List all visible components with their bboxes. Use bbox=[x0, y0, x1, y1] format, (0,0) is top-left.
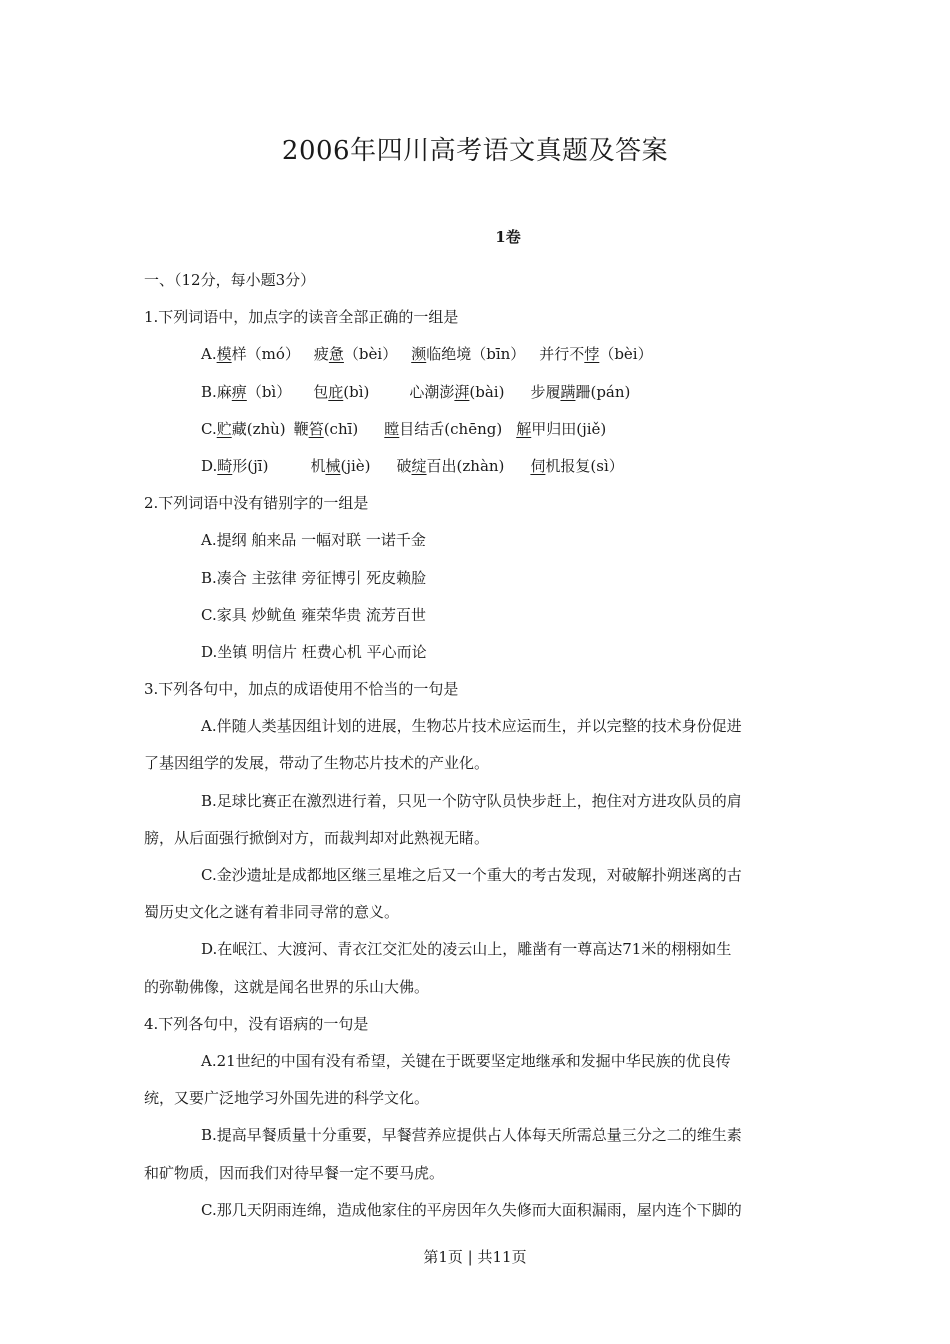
question-2-stem: 2.下列词语中没有错别字的一组是 bbox=[144, 494, 369, 513]
question-1-option-a: A.模样（mó） 疲惫（bèi） 濒临绝境（bīn） 并行不悖（bèi） bbox=[201, 345, 653, 364]
question-3-option-d-line-2: 的弥勒佛像，这就是闻名世界的乐山大佛。 bbox=[144, 977, 430, 996]
question-1-option-d: D.畸形(jī) 机械(jiè) 破绽百出(zhàn) 伺机报复(sì） bbox=[201, 456, 624, 475]
question-4-option-b-line-1: B.提高早餐质量十分重要，早餐营养应提供占人体每天所需总量三分之二的维生素 bbox=[201, 1126, 742, 1145]
page-footer: 第1页 | 共11页 bbox=[423, 1248, 527, 1266]
question-1-option-c: C.贮藏(zhù) 鞭笞(chī) 瞠目结舌(chēng) 解甲归田(jiě) bbox=[201, 419, 607, 438]
question-3-stem: 3.下列各句中，加点的成语使用不恰当的一句是 bbox=[144, 680, 459, 699]
question-3-option-c-line-2: 蜀历史文化之谜有着非同寻常的意义。 bbox=[144, 903, 400, 922]
page-title: 2006年四川高考语文真题及答案 bbox=[281, 136, 669, 166]
question-2-option-b: B.凑合 主弦律 旁征博引 死皮赖脸 bbox=[201, 568, 427, 587]
question-2-option-d: D.坐镇 明信片 枉费心机 平心而论 bbox=[201, 642, 427, 661]
question-3-option-d-line-1: D.在岷江、大渡河、青衣江交汇处的凌云山上，雕凿有一尊高达71米的栩栩如生 bbox=[201, 940, 732, 959]
question-3-option-a-line-2: 了基因组学的发展，带动了生物芯片技术的产业化。 bbox=[144, 754, 490, 773]
question-3-option-a-line-1: A.伴随人类基因组计划的进展，生物芯片技术应运而生，并以完整的技术身份促进 bbox=[201, 717, 742, 736]
question-2-option-c: C.家具 炒鱿鱼 雍荣华贵 流芳百世 bbox=[201, 605, 427, 624]
question-1-option-b: B.麻痹（bì） 包庇(bì) 心潮澎湃(bài) 步履蹒跚(pán) bbox=[201, 382, 631, 401]
question-3-option-b-line-1: B.足球比赛正在激烈进行着，只见一个防守队员快步赶上，抱住对方进攻队员的肩 bbox=[201, 791, 742, 810]
question-3-option-c-line-1: C.金沙遗址是成都地区继三星堆之后又一个重大的考古发现，对破解扑朔迷离的古 bbox=[201, 866, 742, 884]
document-body bbox=[144, 262, 808, 1229]
question-4-option-a-line-2: 统，又要广泛地学习外国先进的科学文化。 bbox=[144, 1089, 430, 1108]
question-4-option-c-line-1: C.那几天阴雨连绵，造成他家住的平房因年久失修而大面积漏雨，屋内连个下脚的 bbox=[201, 1200, 742, 1219]
question-4-option-a-line-1: A.21世纪的中国有没有希望，关键在于既要坚定地继承和发掘中华民族的优良传 bbox=[201, 1051, 731, 1070]
question-1-stem: 1.下列词语中，加点字的读音全部正确的一组是 bbox=[144, 308, 459, 327]
question-4-option-b-line-2: 和矿物质，因而我们对待早餐一定不要马虎。 bbox=[144, 1163, 445, 1182]
volume-heading: 1卷 bbox=[495, 228, 521, 246]
question-2-option-a: A.提纲 舶来品 一幅对联 一诺千金 bbox=[201, 531, 426, 550]
question-3-option-b-line-2: 膀，从后面强行掀倒对方，而裁判却对此熟视无睹。 bbox=[144, 828, 490, 847]
question-4-stem: 4.下列各句中，没有语病的一句是 bbox=[144, 1014, 369, 1033]
section-header: 一、（12分，每小题3分） bbox=[144, 271, 316, 289]
